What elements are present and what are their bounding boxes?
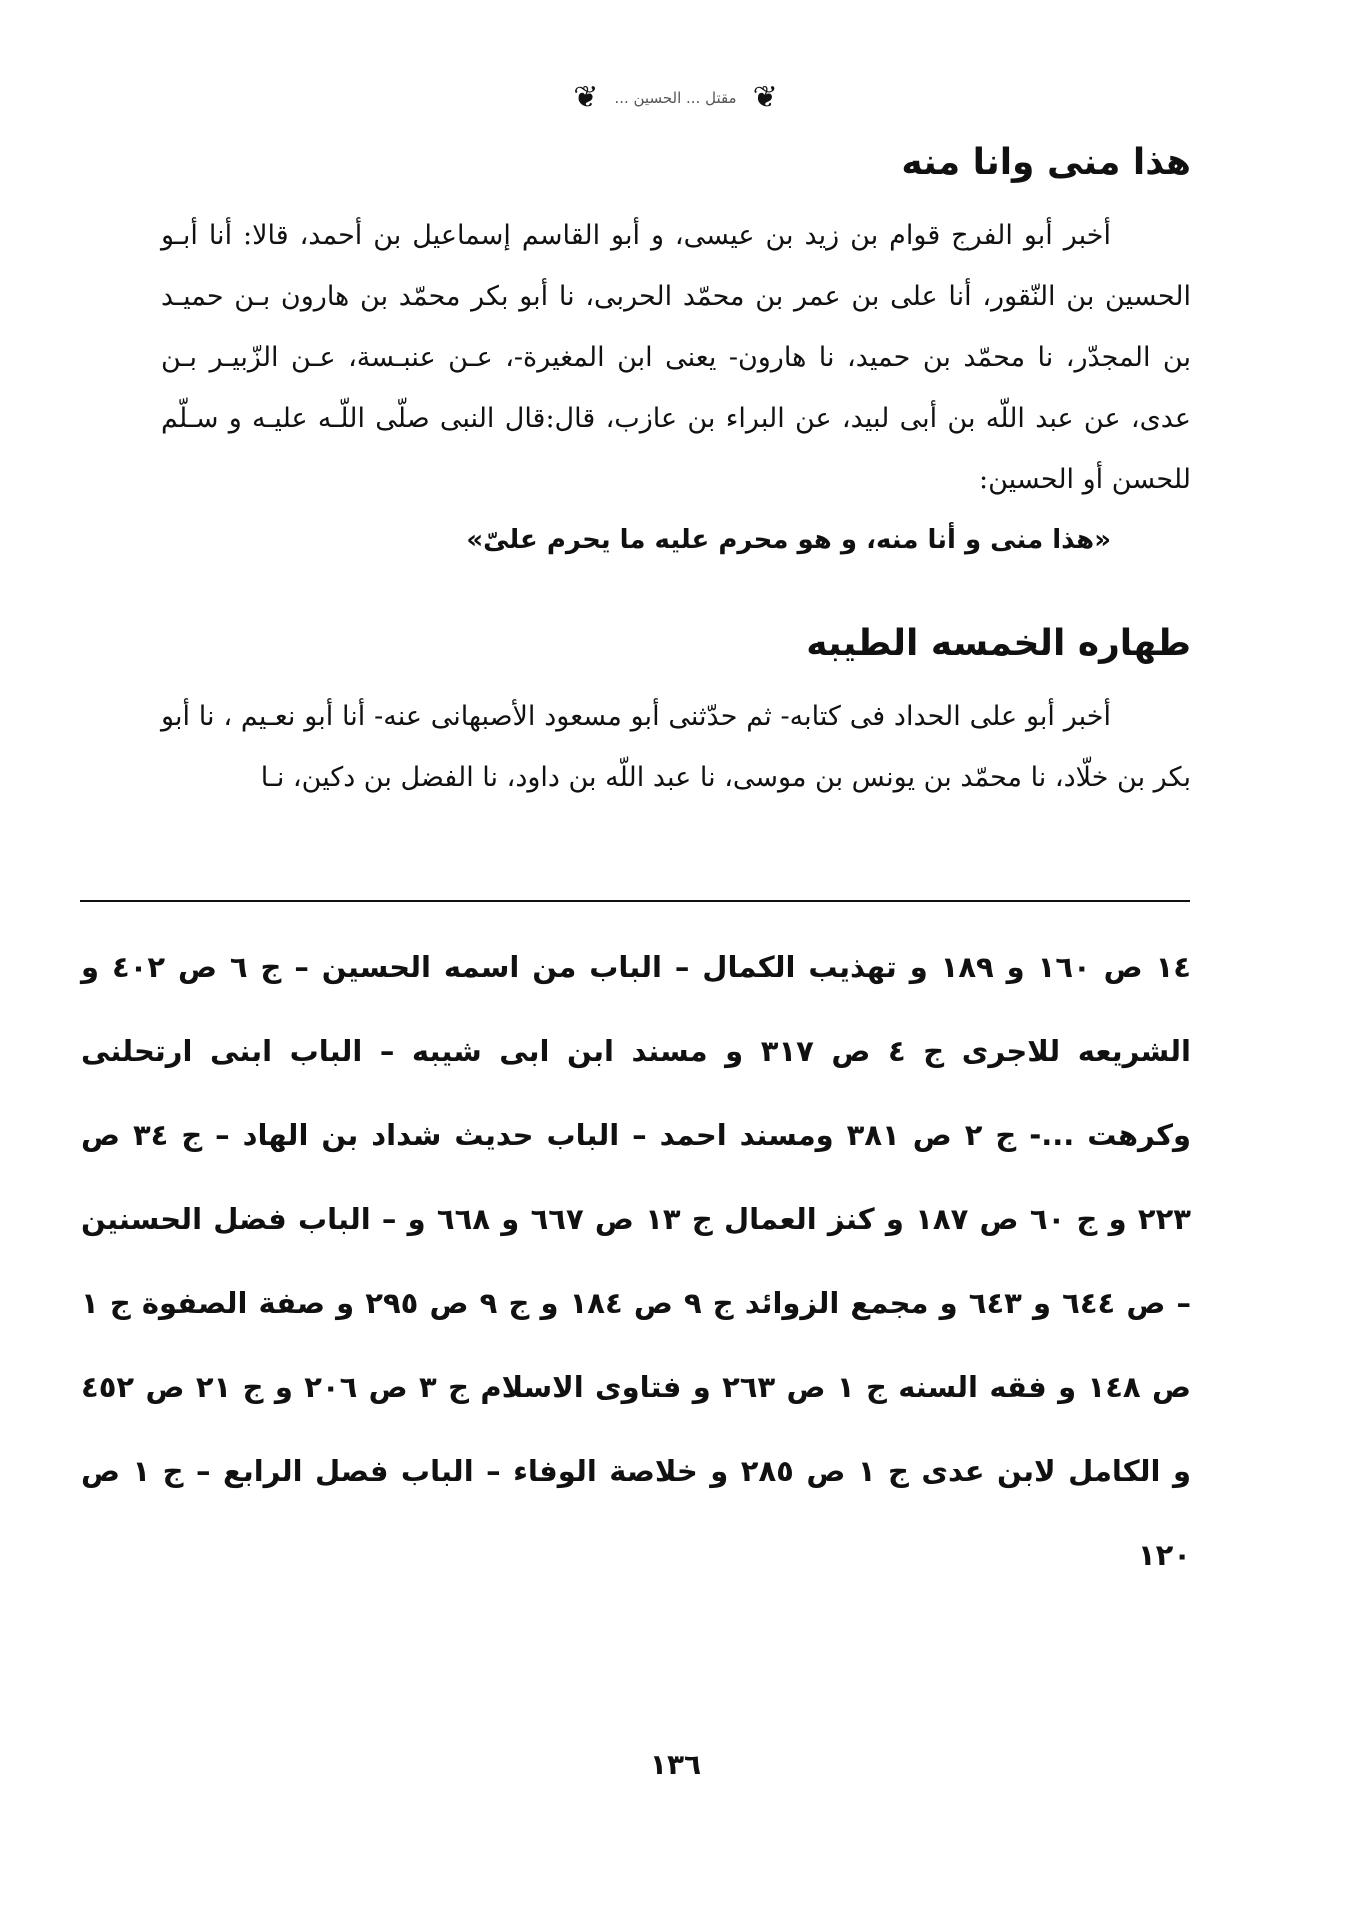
footnote: ١٤ ص ١٦٠ و ١٨٩ و تهذيب الكمال – الباب من اسمه الحسين – ج ٦ ص ٤٠٢ و الشريعه للاجرى ج ٤ ص ٣١٧ و مسند ابن ابى شيبه – الباب ابنى ارتحلنى وكرهت ...- ج ٢ ص ٣٨١ ومسند احمد – الباب حديث شداد بن الهاد – ج ٣٤ ص ٢٢٣ و ج ٦٠ ص ١٨٧ و كنز العمال ج ١٣ ص ٦٦٧ و ٦٦٨ و – الباب فضل الحسنين – ص ٦٤٤ و ٦٤٣ و مجمع الزوائد ج ٩ ص ١٨٤ و ج ٩ ص ٢٩٥ و صفة الصفوة ج ١ ص ١٤٨ و فقه السنه ج ١ ص ٢٦٣ و فتاوى الاسلام ج ٣ ص ٢٠٦ و ج ٢١ ص ٤٥٢ و الكامل لابن عدى ج ١ ص ٢٨٥ و خلاصة الوفاء – الباب فصل الرابع – ج ١ ص ١٢٠	[81, 950, 1192, 1572]
hadith-quote: «هذا منى و أنا منه، و هو محرم عليه ما يحرم علىّ»	[466, 524, 1111, 555]
section-title-2: طهاره الخمسه الطيبه	[806, 622, 1191, 664]
running-header	[0, 78, 1351, 118]
running-header-text: مقتل ... الحسين ...	[614, 89, 737, 107]
section-spacer	[161, 571, 1191, 621]
section-title-1: هذا منى وانا منه	[901, 142, 1191, 183]
section-body-1	[161, 205, 1191, 510]
main-text	[161, 140, 1191, 808]
ornament-right-icon: ❦	[752, 80, 778, 115]
footnote-divider	[80, 900, 1190, 902]
section-body-2-text: أخبر أبو على الحداد فى كتابه- ثم حدّثنى أبو مسعود الأصبهانى عنه- أنا أبو نعـيم ، نا أبو بكر بن خلّاد، نا محمّد بن يونس بن موسى، نا عبد اللّه بن داود، نا الفضل بن دكين، نـا	[161, 700, 1191, 793]
page-number: ١٣٦	[649, 1748, 702, 1781]
ornament-left-icon: ❦	[573, 80, 599, 115]
section-body-2	[161, 686, 1191, 808]
section-body-1-text: أخبر أبو الفرج قوام بن زيد بن عيسى، و أبو القاسم إسماعيل بن أحمد، قالا: أنا أبـو الحسين بن النّقور، أنا على بن عمر بن محمّد الحربى، نا أبو بكر محمّد بن هارون بـن حميـد بن المجدّر، نا محمّد بن حميد، نا هارون- يعنى ابن المغيرة-، عـن عنبـسة، عـن الزّبيـر بـن عدى، عن عبد اللّه بن أبى لبيد، عن البراء بن عازب، قال:قال النبى صلّى اللّـه عليـه و سـلّم للحسن أو الحسين:	[161, 219, 1191, 495]
